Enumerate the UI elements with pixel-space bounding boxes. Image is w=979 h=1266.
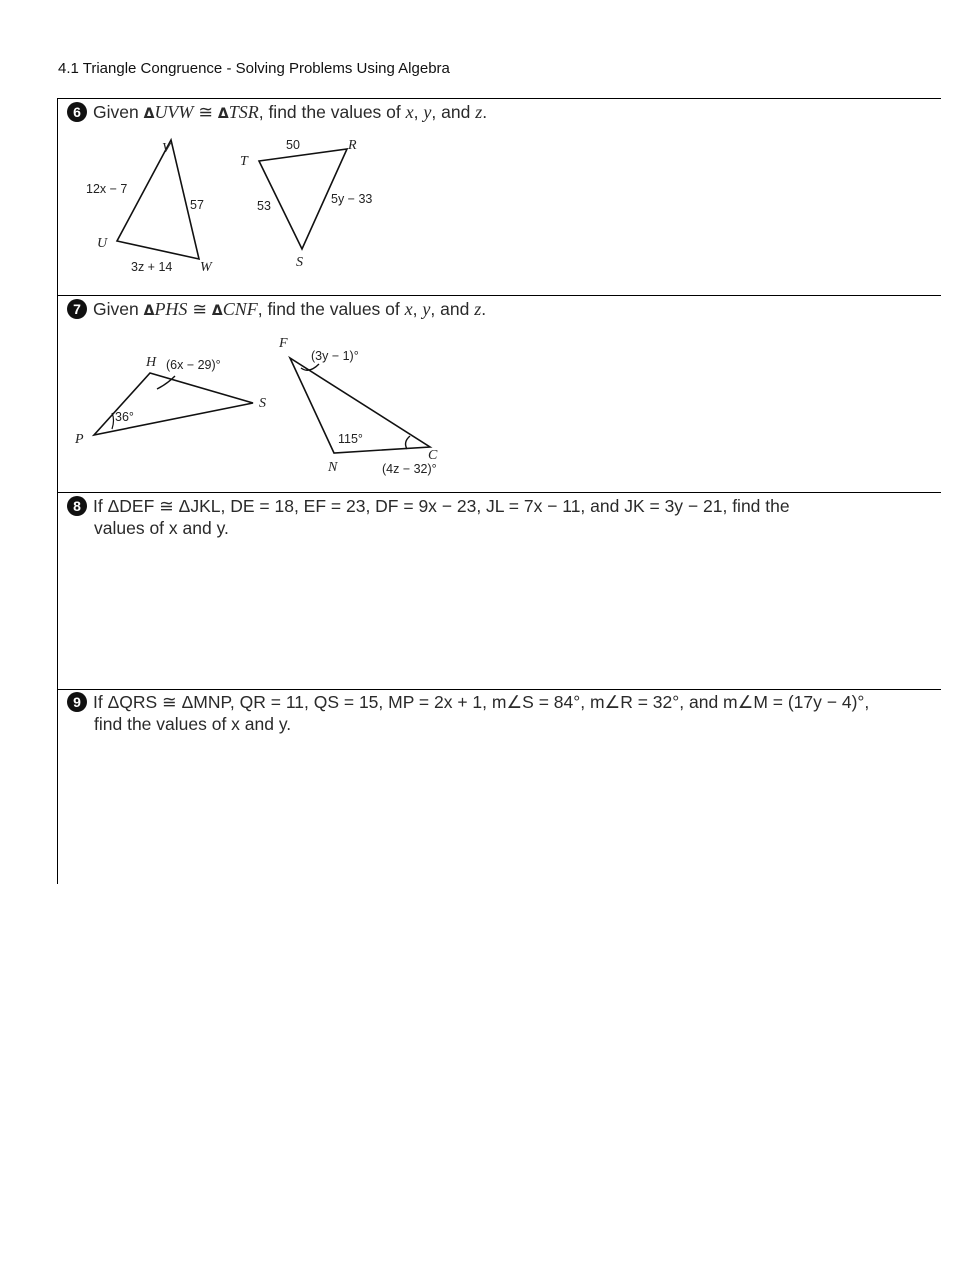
vertex-s: S	[296, 255, 303, 270]
problem-8-continuation: values of x and y.	[94, 518, 229, 538]
problem-7	[57, 295, 941, 492]
angle-f-label: (3y − 1)°	[311, 349, 359, 363]
angle-arc-c	[406, 436, 410, 449]
vertex-w: W	[200, 260, 212, 275]
problem-7-figure	[57, 296, 477, 486]
angle-arc-p	[112, 413, 114, 429]
vertex-p: P	[75, 432, 84, 447]
angle-n-label: 115°	[338, 432, 363, 446]
side-vw-label: 57	[190, 198, 204, 212]
angle-c-label: (4z − 32)°	[382, 462, 437, 476]
problem-number: 6	[67, 102, 87, 122]
problem-8-question: 8 If ΔDEF ≅ ΔJKL, DE = 18, EF = 23, DF = 9x − 23, JL = 7x − 11, and JK = 3y − 21, find the	[67, 494, 790, 518]
vertex-n: N	[328, 460, 338, 475]
side-uv-label: 12x − 7	[86, 182, 128, 196]
side-ts-label: 53	[257, 199, 271, 213]
problem-9-question: 9 If ΔQRS ≅ ΔMNP, QR = 11, QS = 15, MP = 2x + 1, m∠S = 84°, m∠R = 32°, and m∠M = (17y − 4)°,	[67, 690, 869, 714]
vertex-r: R	[348, 138, 357, 153]
problem-6	[57, 98, 941, 295]
problem-9	[57, 689, 941, 884]
angle-h-label: (6x − 29)°	[166, 358, 221, 372]
problem-6-question: 6 Given ΔUVW ≅ ΔTSR, find the values of x, y, and z.	[67, 100, 487, 126]
problem-9-continuation: find the values of x and y.	[94, 714, 292, 734]
problem-number: 9	[67, 692, 87, 712]
angle-p-label: 36°	[115, 410, 134, 424]
page-title: 4.1 Triangle Congruence - Solving Problems Using Algebra	[58, 60, 450, 77]
problem-6-figure	[57, 99, 477, 284]
triangle-phs	[94, 373, 253, 435]
problem-number: 8	[67, 496, 87, 516]
side-tr-label: 50	[286, 138, 300, 152]
vertex-h: H	[146, 355, 157, 370]
vertex-v: V	[162, 141, 171, 156]
vertex-c: C	[428, 448, 438, 463]
triangle-uvw	[117, 140, 199, 259]
vertex-u: U	[97, 236, 108, 251]
problem-8	[57, 492, 941, 689]
side-uw-label: 3z + 14	[131, 260, 173, 274]
problem-number: 7	[67, 299, 87, 319]
side-rs-label: 5y − 33	[331, 192, 373, 206]
vertex-s: S	[259, 396, 266, 411]
vertex-t: T	[240, 154, 248, 169]
problem-7-question: 7 Given ΔPHS ≅ ΔCNF, find the values of x, y, and z.	[67, 297, 486, 323]
vertex-f: F	[279, 336, 288, 351]
